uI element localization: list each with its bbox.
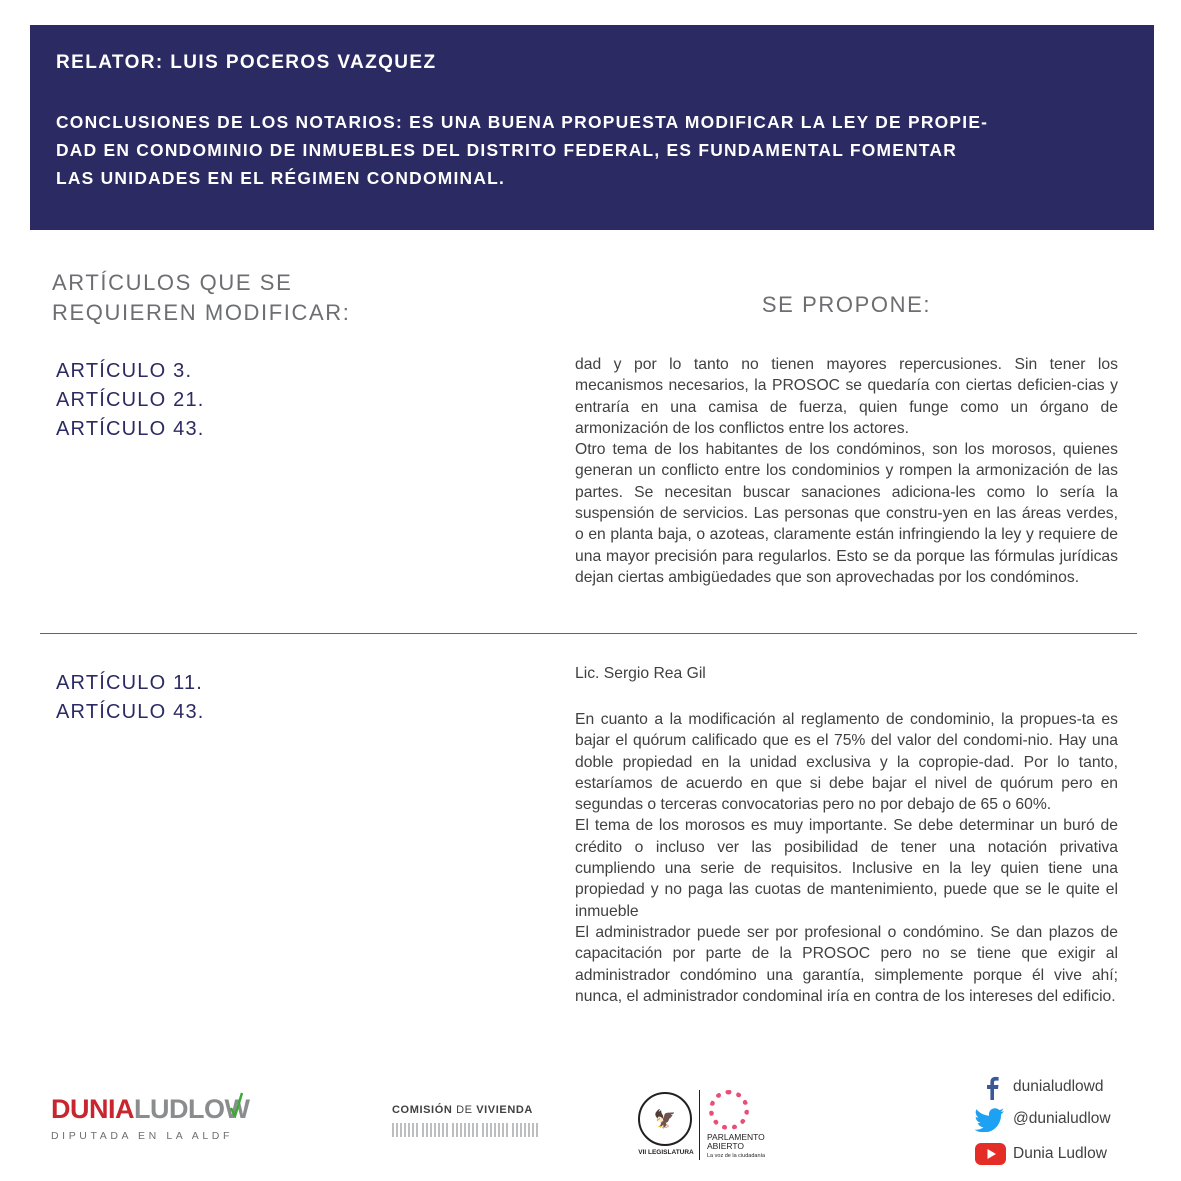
articles-heading-line: ARTÍCULOS QUE SE — [52, 270, 293, 295]
conclusion-line: LAS UNIDADES EN EL RÉGIMEN CONDOMINAL. — [56, 168, 506, 188]
section1-proposal — [575, 354, 1118, 588]
dotted-circle-icon — [709, 1090, 749, 1130]
proposal-paragraph: Otro tema de los habitantes de los condóminos, son los morosos, quienes generan un conflicto entre los condominios y rompen la armonización de las partes. Se necesitan buscar sanaciones adiciona-les como lo sería la suspensión de servicios. Las personas que constru-yen en las áreas verdes, o en planta baja, o azoteas, claramente están infringiendo la ley y requiere de una mayor precisión para regularlos. Esto se da porque las fórmulas jurídicas dejan ciertas ambigüedades que son aprovechadas por los condóminos. — [575, 441, 1118, 586]
article-item: ARTÍCULO 11. — [56, 672, 204, 694]
youtube-channel: Dunia Ludlow — [1013, 1145, 1107, 1162]
eagle-seal-icon: 🦅 — [638, 1092, 692, 1146]
parlamento-tagline: La voz de la ciudadanía — [707, 1153, 766, 1159]
section2-proposal — [575, 709, 1118, 1007]
comision-word: VIVIENDA — [476, 1104, 533, 1116]
conclusions-text — [56, 108, 996, 192]
legislatura-label: VII LEGISLATURA — [638, 1149, 694, 1156]
checkmark-icon — [229, 1092, 243, 1118]
youtube-icon — [975, 1142, 1007, 1166]
logo-subtitle: DIPUTADA EN LA ALDF — [51, 1130, 233, 1142]
building-pattern-icon — [392, 1123, 538, 1137]
asamblea-legislativa-logo — [638, 1092, 694, 1156]
comision-word: COMISIÓN — [392, 1104, 453, 1116]
facebook-handle: dunialudlowd — [1013, 1078, 1104, 1095]
proposal-paragraph: El tema de los morosos es muy importante. Se debe determinar un buró de crédito o incluso ver las posibilidad de tener una notación privativa cumpliendo una serie de requisitos. Inclusive en la ley quien tiene una propiedad y no paga las cuotas de mantenimiento, puede que se le quite el inmueble — [575, 817, 1118, 920]
relator-title: RELATOR: LUIS POCEROS VAZQUEZ — [56, 52, 437, 73]
header-banner — [30, 25, 1154, 230]
parlamento-text: ABIERTO — [707, 1141, 745, 1151]
proposal-paragraph: El administrador puede ser por profesional o condómino. Se dan plazos de capacitación por parte de la PROSOC pero no se tiene que exigir al administrador condómino una garantía, simplemente porque él vive ahí; nunca, el administrador condominal iría en contra de los intereses del edificio. — [575, 923, 1118, 1005]
article-item: ARTÍCULO 3. — [56, 360, 193, 382]
proposal-paragraph: En cuanto a la modificación al reglamento de condominio, la propues-ta es bajar el quórum calificado que es el 75% del valor del condomi-nio. Hay una doble propiedad en la unidad exclusiva y la copropie-dad. Por lo tanto, estaríamos de acuerdo en que si debe bajar el nivel de quórum pero en segundas o terceras convocatorias pero no por debajo de 65 o 60%. — [575, 711, 1118, 814]
logo-last-name: LUDLOW — [134, 1094, 250, 1124]
conclusion-line: CONCLUSIONES DE LOS NOTARIOS: ES UNA BUENA PROPUESTA MODIFICAR LA LEY DE PROPIE- — [56, 112, 989, 132]
section1-articles — [56, 357, 205, 444]
article-item: ARTÍCULO 21. — [56, 389, 205, 411]
article-item: ARTÍCULO 43. — [56, 701, 205, 723]
parlamento-text: PARLAMENTO — [707, 1132, 765, 1142]
comision-word: DE — [452, 1104, 477, 1116]
facebook-icon — [983, 1076, 1003, 1100]
article-item: ARTÍCULO 43. — [56, 418, 205, 440]
twitter-icon — [975, 1108, 1005, 1132]
comision-vivienda-logo — [392, 1104, 538, 1137]
parlamento-abierto-logo — [707, 1090, 765, 1159]
speaker-name: Lic. Sergio Rea Gil — [575, 665, 706, 682]
dunia-ludlow-logo — [51, 1094, 249, 1142]
section2-articles — [56, 669, 205, 727]
section-divider — [40, 633, 1137, 634]
conclusion-line: DAD EN CONDOMINIO DE INMUEBLES DEL DISTRITO FEDERAL, ES FUNDAMENTAL FOMENTAR — [56, 140, 958, 160]
proposal-paragraph: dad y por lo tanto no tienen mayores repercusiones. Sin tener los mecanismos necesarios, la PROSOC se quedaría con ciertas deficien-cias y entraría en una camisa de fuerza, quien funge como un órgano de armonización de los conflictos entre los actores. — [575, 356, 1118, 437]
logo-separator — [699, 1090, 700, 1160]
articles-heading-line: REQUIEREN MODIFICAR: — [52, 300, 351, 325]
twitter-handle: @dunialudlow — [1013, 1110, 1111, 1127]
articles-heading — [52, 268, 350, 328]
logo-first-name: DUNIA — [51, 1094, 134, 1124]
proposal-heading: SE PROPONE: — [761, 292, 932, 317]
